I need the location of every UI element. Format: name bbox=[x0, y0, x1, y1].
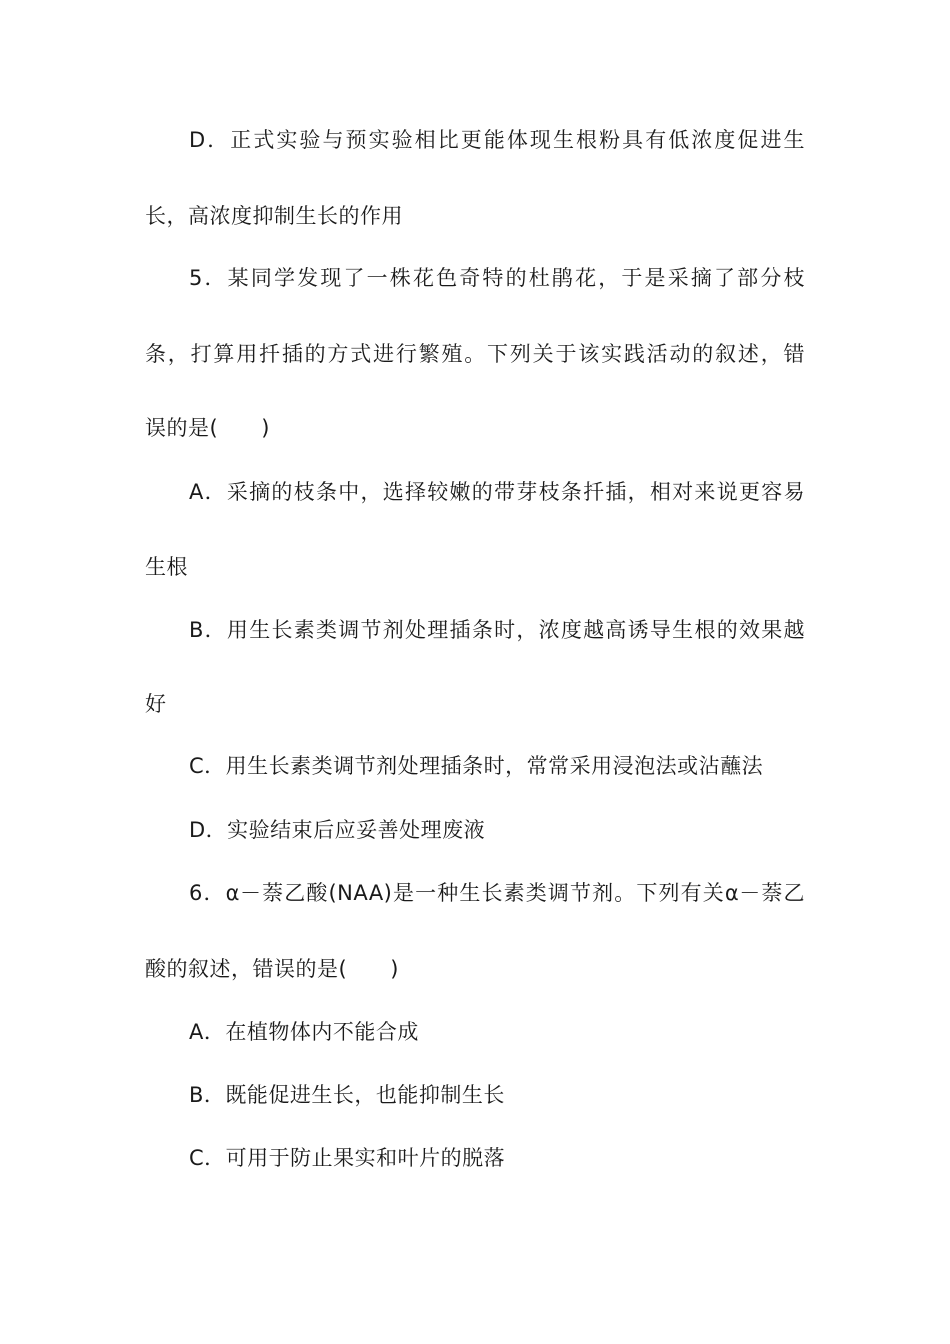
question-6-line1: 6．α－萘乙酸(NAA)是一种生长素类调节剂。下列有关α－萘乙 bbox=[189, 881, 805, 905]
question-5-line2: 条，打算用扦插的方式进行繁殖。下列关于该实践活动的叙述，错 bbox=[145, 342, 805, 366]
option-d-q4-line2: 长，高浓度抑制生长的作用 bbox=[145, 204, 403, 228]
question-6-line2: 酸的叙述，错误的是( ) bbox=[145, 957, 399, 981]
option-b-q5-line1: B．用生长素类调节剂处理插条时，浓度越高诱导生根的效果越 bbox=[189, 618, 805, 642]
option-a-q5-line2: 生根 bbox=[145, 555, 188, 579]
option-d-q4-line1: D．正式实验与预实验相比更能体现生根粉具有低浓度促进生 bbox=[189, 128, 805, 152]
option-b-q5-line2: 好 bbox=[145, 692, 167, 716]
option-d-q5: D．实验结束后应妥善处理废液 bbox=[189, 818, 486, 842]
option-c-q6: C．可用于防止果实和叶片的脱落 bbox=[189, 1146, 506, 1170]
option-c-q5: C．用生长素类调节剂处理插条时，常常采用浸泡法或沾蘸法 bbox=[189, 754, 764, 778]
question-5-line1: 5．某同学发现了一株花色奇特的杜鹃花，于是采摘了部分枝 bbox=[189, 266, 805, 290]
option-a-q6: A．在植物体内不能合成 bbox=[189, 1020, 419, 1044]
option-a-q5-line1: A．采摘的枝条中，选择较嫩的带芽枝条扦插，相对来说更容易 bbox=[189, 480, 805, 504]
question-5-line3: 误的是( ) bbox=[145, 416, 270, 440]
option-b-q6: B．既能促进生长，也能抑制生长 bbox=[189, 1083, 505, 1107]
